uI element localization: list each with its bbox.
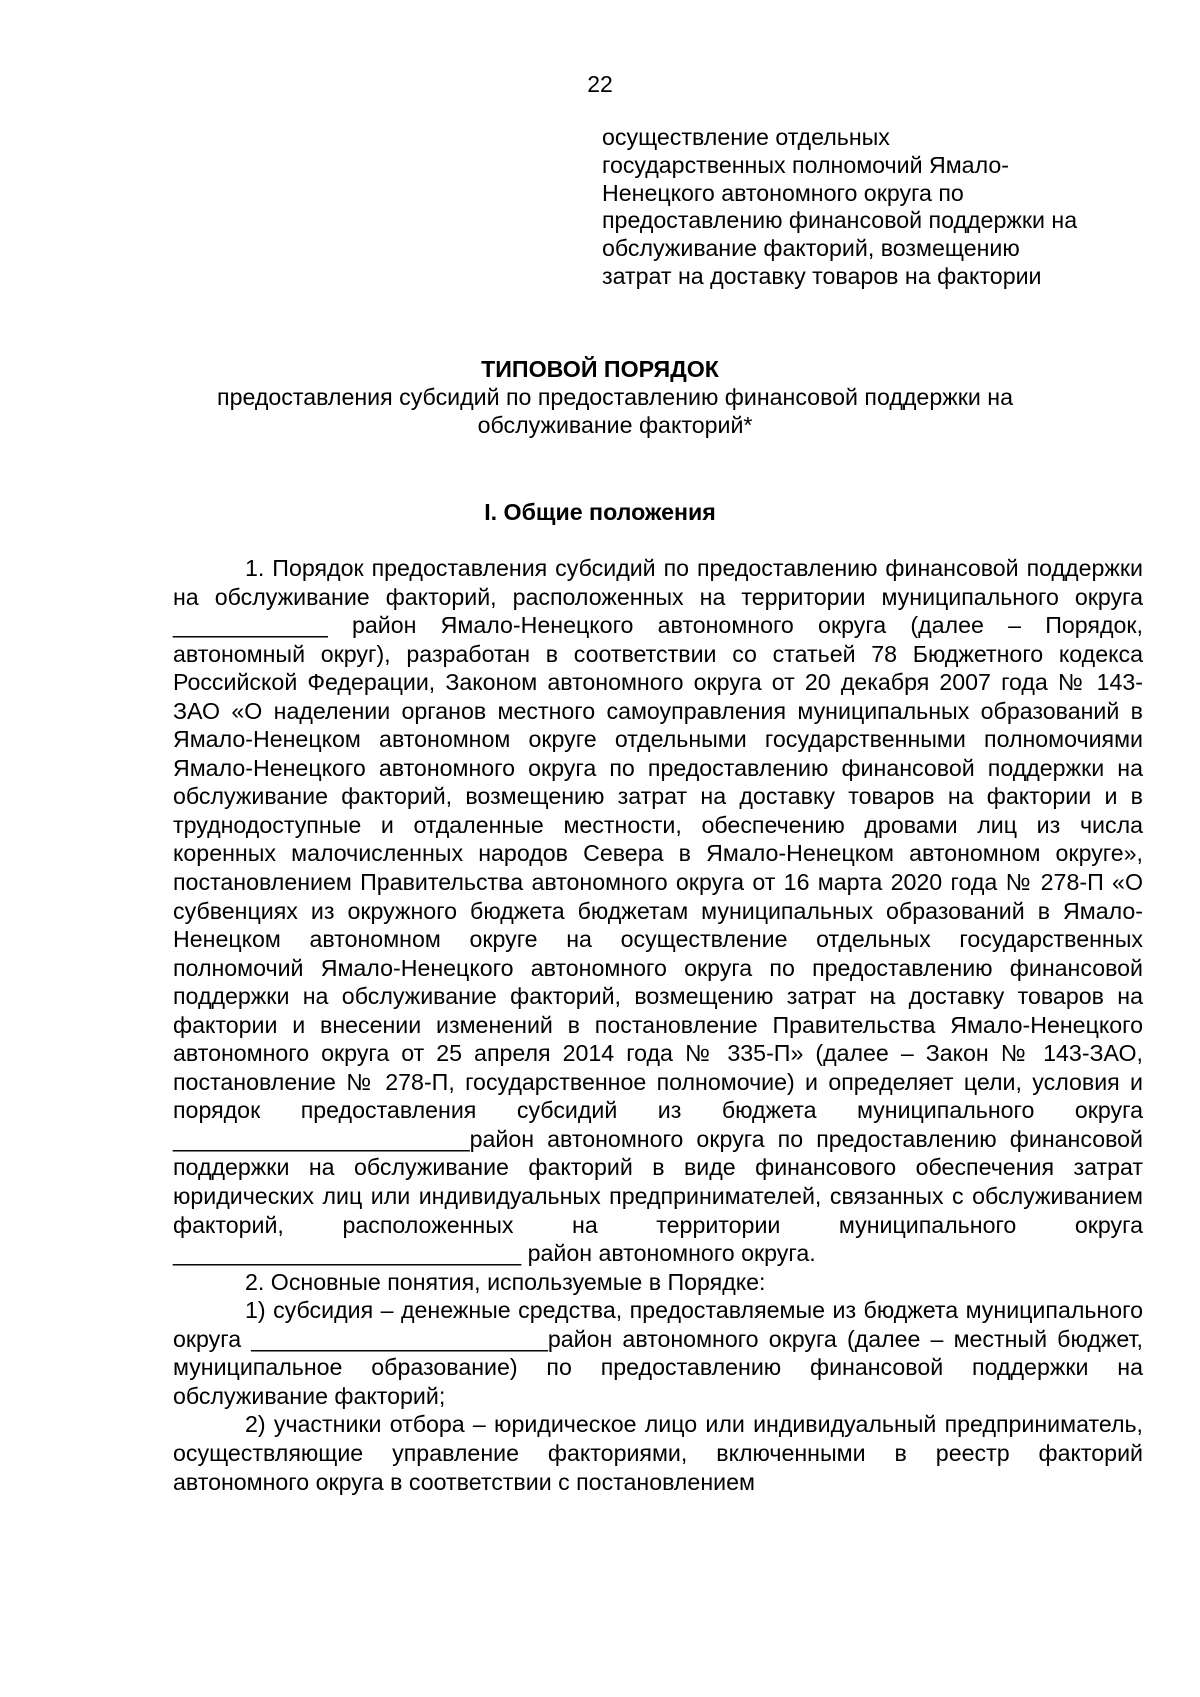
body-text xyxy=(173,554,1143,1496)
annex-line: обслуживание факторий, возмещению xyxy=(602,235,1020,262)
annex-line: государственных полномочий Ямало- xyxy=(602,151,1009,178)
paragraph-4: 2) участники отбора – юридическое лицо или индивидуальный предприниматель, осуществляющие управление факториями, включенными в реестр факторий автономного округа в соответствии с постановлением xyxy=(173,1411,1143,1495)
annex-reference xyxy=(602,124,1122,291)
document-title: ТИПОВОЙ ПОРЯДОК xyxy=(481,356,719,382)
paragraph-2: 2. Основные понятия, используемые в Порядке: xyxy=(245,1268,766,1295)
document-subtitle: предоставления субсидий по предоставлению финансовой поддержки на обслуживание факторий* xyxy=(217,384,1013,438)
page-number: 22 xyxy=(587,71,613,97)
paragraph-3: 1) субсидия – денежные средства, предоставляемые из бюджета муниципального округа _______________________район автономного округа (далее – местный бюджет, муниципальное образование) по предоставлению финансовой поддержки на обслуживание факторий; xyxy=(173,1297,1143,1409)
annex-line: предоставлению финансовой поддержки на xyxy=(602,207,1078,234)
annex-line: затрат на доставку товаров на фактории xyxy=(602,262,1042,289)
section-heading: I. Общие положения xyxy=(484,499,716,525)
annex-line: Ненецкого автономного округа по xyxy=(602,179,964,206)
paragraph-1: 1. Порядок предоставления субсидий по предоставлению финансовой поддержки на обслуживание факторий, расположенных на территории муниципального округа ____________ район Ямало-Ненецкого автономного округа (далее – Порядок, автономный округ), разработан в соответствии со статьей 78 Бюджетного кодекса Российской Федерации, Законом автономного округа от 20 декабря 2007 года № 143-ЗАО «О наделении органов местного самоуправления муниципальных образований в Ямало-Ненецком автономном округе отдельными государственными полномочиями Ямало-Ненецкого автономного округа по предоставлению финансовой поддержки на обслуживание факторий, возмещению затрат на доставку товаров на фактории и в труднодоступные и отдаленные местности, обеспечению дровами лиц из числа коренных малочисленных народов Севера в Ямало-Ненецком автономном округе», постановлением Правительства автономного округа от 16 марта 2020 года № 278-П «О субвенциях из окружного бюджета бюджетам муниципальных образований в Ямало-Ненецком автономном округе на осуществление отдельных государственных полномочий Ямало-Ненецкого автономного округа по предоставлению финансовой поддержки на обслуживание факторий, возмещению затрат на доставку товаров на фактории и внесении изменений в постановление Правительства Ямало-Ненецкого автономного округа от 25 апреля 2014 года № 335-П» (далее – Закон № 143-ЗАО, постановление № 278-П, государственное полномочие) и определяет цели, условия и порядок предоставления субсидий из бюджета муниципального округа _______________________район автономного округа по предоставлению финансовой поддержки на обслуживание факторий в виде финансового обеспечения затрат юридических лиц или индивидуальных предпринимателей, связанных с обслуживанием факторий, расположенных на территории муниципального округа ___________________________ район автономного округа. xyxy=(173,555,1143,1267)
annex-line: осуществление отдельных xyxy=(602,124,890,150)
